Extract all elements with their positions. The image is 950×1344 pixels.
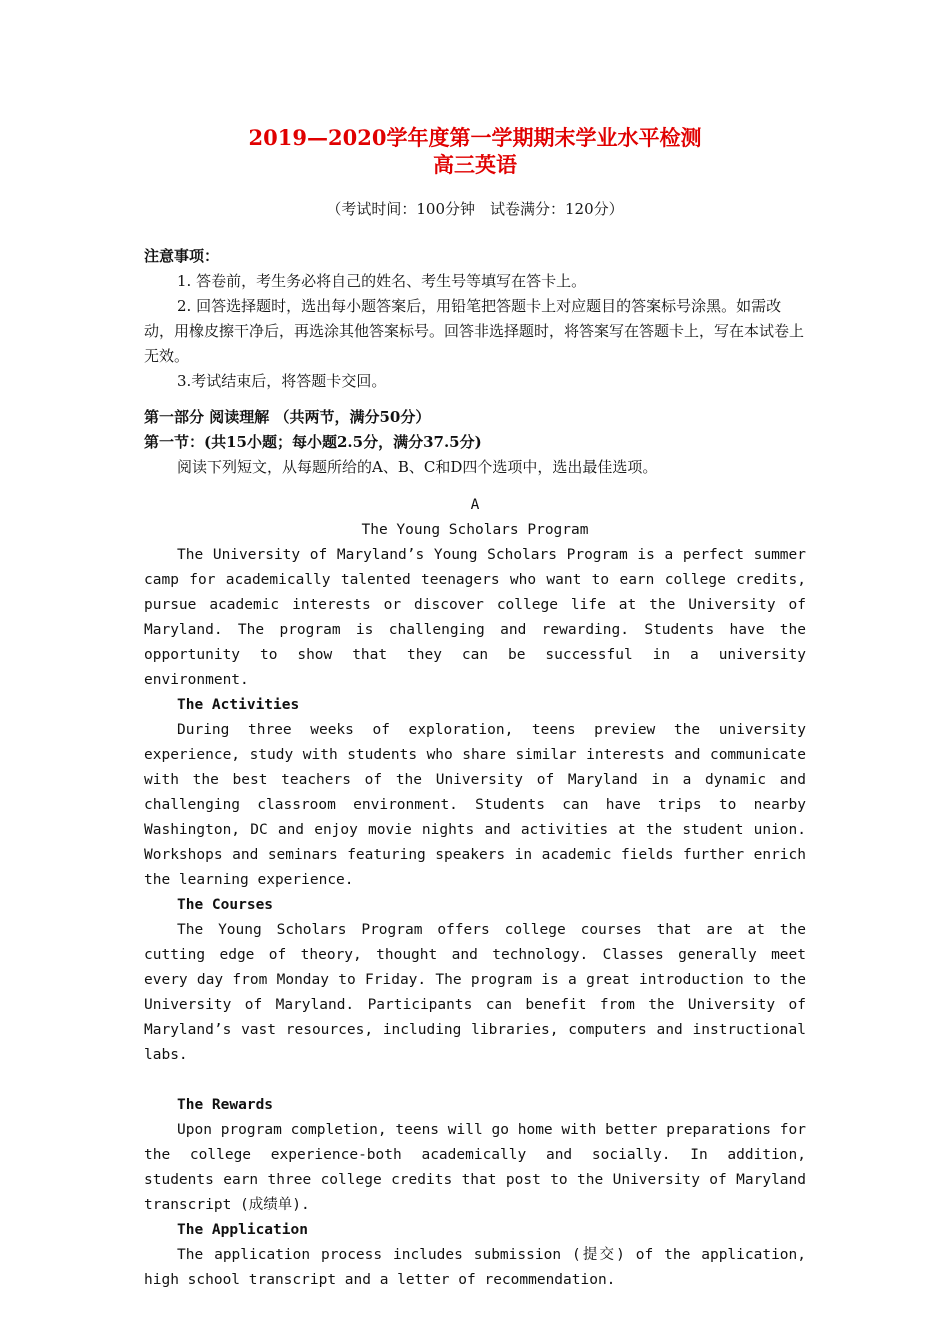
- section-one-heading: 第一节：(共15小题；每小题2.5分，满分37.5分): [144, 433, 482, 451]
- exam-title-line2: 高三英语: [433, 152, 517, 177]
- section-heading-activities: The Activities: [177, 697, 300, 713]
- section-instruction: 阅读下列短文，从每题所给的A、B、C和D四个选项中，选出最佳选项。: [177, 458, 658, 476]
- passage-intro: The University of Maryland’s Young Scholars Program is a perfect summer camp for academically talented teenagers who want to earn college credits, pursue academic interests or discover college life at the University of Maryland. The program is challenging and rewarding. Students have the opportunity to show that they can be successful in a university environment.: [144, 547, 806, 688]
- section-heading-rewards: The Rewards: [177, 1097, 274, 1113]
- exam-info: （考试时间：100分钟 试卷满分：120分）: [326, 200, 624, 218]
- notes-section: [144, 244, 806, 394]
- note-item-1: 1. 答卷前，考生务必将自己的姓名、考生号等填写在答卡上。: [177, 272, 587, 290]
- section-text-courses: The Young Scholars Program offers college courses that are at the cutting edge of theory, thought and technology. Classes generally meet every day from Monday to Friday. The program is a great introduction to the University of Maryland. Participants can benefit from the University of Maryland’s vast resources, including libraries, computers and instructional labs.: [144, 922, 806, 1063]
- exam-title-line1: 2019—2020学年度第一学期期末学业水平检测: [248, 125, 702, 150]
- notes-heading: 注意事项：: [144, 247, 220, 265]
- passage-title: The Young Scholars Program: [361, 522, 589, 538]
- section-text-activities: During three weeks of exploration, teens preview the university experience, study with students who share similar interests and communicate with the best teachers of the University of Maryland in a dynamic and challenging classroom environment. Students can have trips to nearby Washington, DC and enjoy movie nights and activities at the student union. Workshops and seminars featuring speakers in academic fields further enrich the learning experience.: [144, 722, 806, 888]
- note-item-3: 3.考试结束后，将答题卡交回。: [177, 372, 387, 390]
- part-one-header: [144, 405, 806, 480]
- section-text-rewards: Upon program completion, teens will go home with better preparations for the college experience-both academically and socially. In addition, students earn three college credits that post to the University of Maryland transcript (成绩单).: [144, 1122, 806, 1213]
- note-item-2: 2. 回答选择题时，选出每小题答案后，用铅笔把答题卡上对应题目的答案标号涂黑。如需改动，用橡皮擦干净后，再选涂其他答案标号。回答非选择题时，将答案写在答题卡上，写在本试卷上无效。: [144, 297, 805, 365]
- passage-label: A: [470, 497, 480, 513]
- section-text-application: The application process includes submission (提交) of the application, high school transcript and a letter of recommendation.: [144, 1247, 806, 1288]
- part-one-heading: 第一部分 阅读理解 （共两节，满分50分）: [144, 408, 431, 426]
- exam-title: [0, 124, 950, 178]
- section-heading-courses: The Courses: [177, 897, 274, 913]
- passage-a: [144, 493, 806, 1293]
- section-heading-application: The Application: [177, 1222, 308, 1238]
- spacer: [144, 1068, 806, 1093]
